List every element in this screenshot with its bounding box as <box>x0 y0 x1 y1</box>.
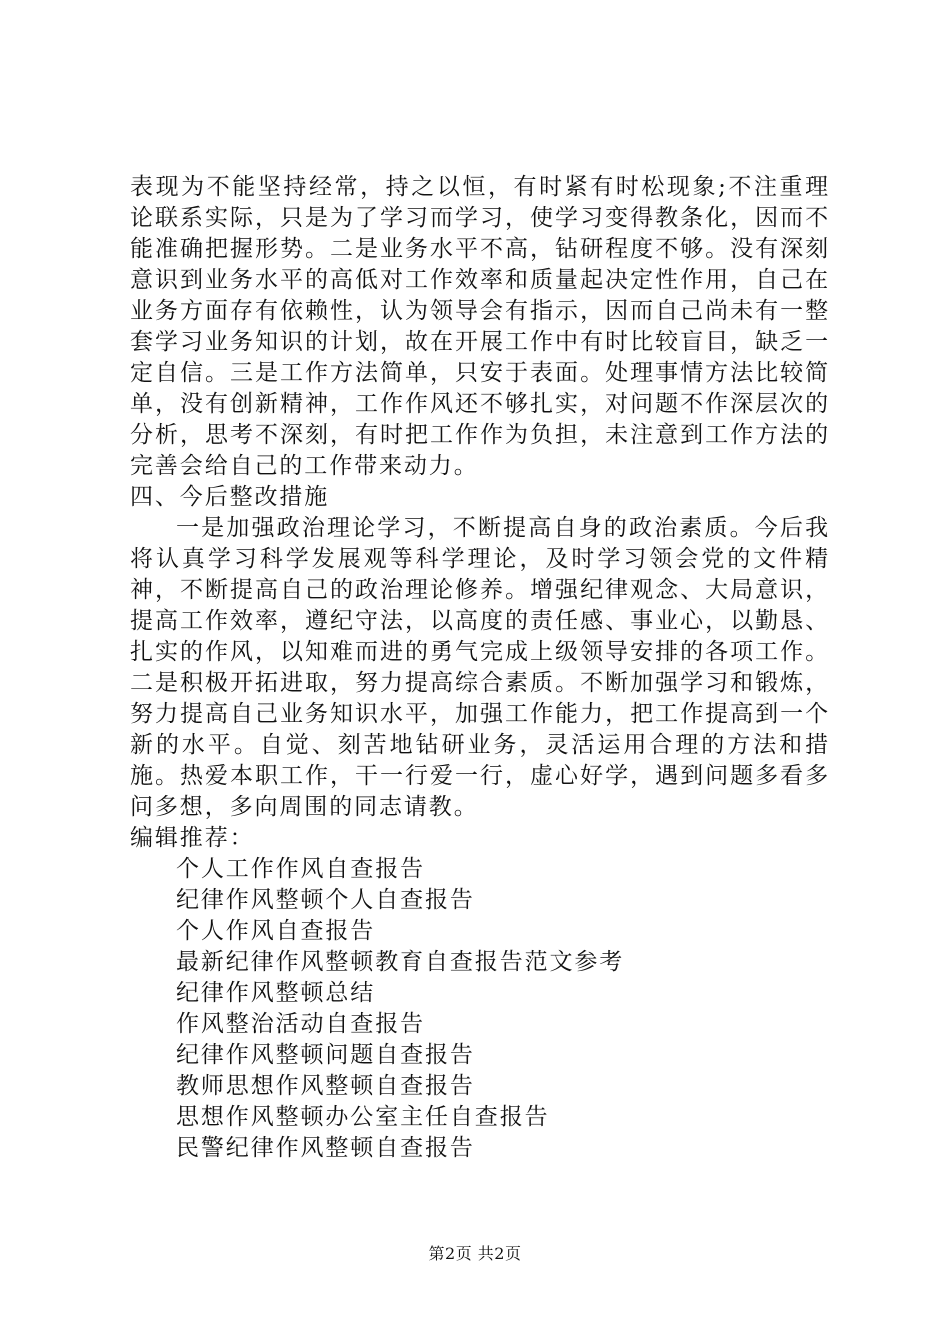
recommend-label: 编辑推荐： <box>130 825 255 851</box>
recommend-link[interactable]: 作风整治活动自查报告 <box>176 1011 425 1037</box>
page-number-footer: 第2页 共2页 <box>428 1244 522 1263</box>
recommend-list <box>130 854 830 1164</box>
recommend-link[interactable]: 个人作风自查报告 <box>176 918 376 944</box>
recommend-link[interactable]: 纪律作风整顿问题自查报告 <box>176 1042 475 1068</box>
recommend-link[interactable]: 思想作风整顿办公室主任自查报告 <box>176 1104 550 1130</box>
paragraph-rectification-measures: 一是加强政治理论学习，不断提高自身的政治素质。今后我将认真学习科学发展观等科学理论，及时学习领会党的文件精神，不断提高自己的政治理论修养。增强纪律观念、大局意识，提高工作效率，遵纪守法，以高度的责任感、事业心，以勤恳、扎实的作风，以知难而进的勇气完成上级领导安排的各项工作。二是积极开拓进取，努力提高综合素质。不断加强学习和锻炼，努力提高自己业务知识水平，加强工作能力，把工作提高到一个新的水平。自觉、刻苦地钻研业务，灵活运用合理的方法和措施。热爱本职工作，干一行爱一行，虚心好学，遇到问题多看多问多想，多向周围的同志请教。 <box>130 515 830 820</box>
recommend-link[interactable]: 最新纪律作风整顿教育自查报告范文参考 <box>176 949 625 975</box>
document-body <box>130 172 830 1164</box>
recommend-link[interactable]: 纪律作风整顿个人自查报告 <box>176 887 475 913</box>
recommend-link[interactable]: 民警纪律作风整顿自查报告 <box>176 1135 475 1161</box>
recommend-link[interactable]: 个人工作作风自查报告 <box>176 856 425 882</box>
section-heading-rectification: 四、今后整改措施 <box>130 484 330 510</box>
recommend-link[interactable]: 纪律作风整顿总结 <box>176 980 376 1006</box>
paragraph-problems-continued: 表现为不能坚持经常，持之以恒，有时紧有时松现象;不注重理论联系实际，只是为了学习而学习，使学习变得教条化，因而不能准确把握形势。二是业务水平不高，钻研程度不够。没有深刻意识到业务水平的高低对工作效率和质量起决定性作用，自己在业务方面存有依赖性，认为领导会有指示，因而自己尚未有一整套学习业务知识的计划，故在开展工作中有时比较盲目，缺乏一定自信。三是工作方法简单，只安于表面。处理事情方法比较简单，没有创新精神，工作作风还不够扎实，对问题不作深层次的分析，思考不深刻，有时把工作作为负担，未注意到工作方法的完善会给自己的工作带来动力。 <box>130 174 830 479</box>
recommend-link[interactable]: 教师思想作风整顿自查报告 <box>176 1073 475 1099</box>
